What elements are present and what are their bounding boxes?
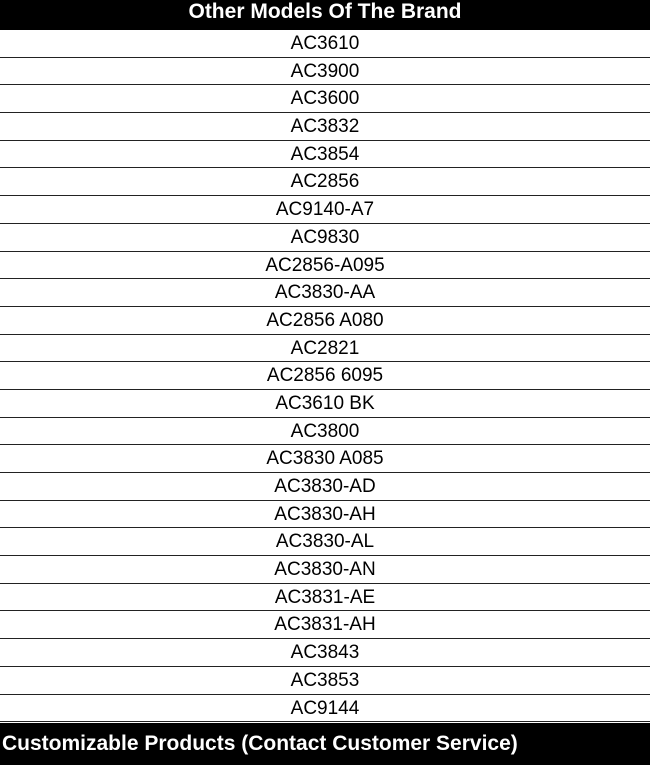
model-row: AC2856 [0,168,650,196]
model-row: AC3610 [0,30,650,58]
model-row: AC3843 [0,639,650,667]
model-row: AC3610 BK [0,390,650,418]
model-row: AC2856 6095 [0,362,650,390]
model-row: AC3832 [0,113,650,141]
model-row: AC9144 [0,695,650,723]
model-row: AC2821 [0,335,650,363]
model-row: AC9140-A7 [0,196,650,224]
model-row: AC3830-AD [0,473,650,501]
section-header: Other Models Of The Brand [0,0,650,30]
model-row: AC3830-AL [0,528,650,556]
section-footer-header: Customizable Products (Contact Customer Service) [0,723,650,765]
model-row: AC3854 [0,141,650,169]
model-row: AC3830-AN [0,556,650,584]
model-row: AC3900 [0,58,650,86]
model-row: AC3800 [0,418,650,446]
model-row: AC3830-AA [0,279,650,307]
model-row: AC9830 [0,224,650,252]
model-row: AC3830-AH [0,501,650,529]
model-list [0,30,650,722]
model-row: AC3830 A085 [0,445,650,473]
model-row: AC2856-A095 [0,252,650,280]
model-row: AC3831-AH [0,611,650,639]
model-row: AC3853 [0,667,650,695]
model-row: AC3600 [0,85,650,113]
model-row: AC3831-AE [0,584,650,612]
model-row: AC2856 A080 [0,307,650,335]
